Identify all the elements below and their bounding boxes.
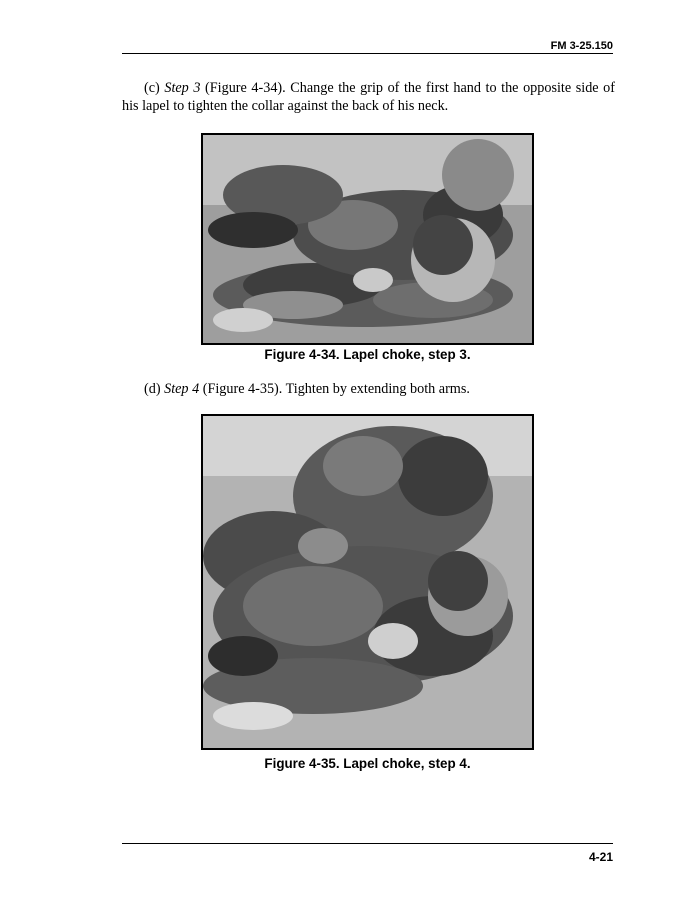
- figure-caption: Figure 4-34. Lapel choke, step 3.: [264, 347, 471, 362]
- photo-placeholder: [203, 416, 532, 748]
- paragraph-step-4: [122, 381, 615, 399]
- photo-placeholder: [203, 135, 532, 343]
- paragraph-text: (Figure 4-35). Tighten by extending both arms.: [199, 381, 470, 397]
- paragraph-label: (d): [144, 381, 165, 397]
- step-label: Step 3: [164, 80, 201, 96]
- paragraph-text: (Figure 4-34). Change the grip of the first hand to the opposite side of his lapel to tighten the collar against the back of his neck.: [122, 80, 615, 114]
- figure-4-34-photo: [201, 133, 534, 345]
- header-rule: [122, 53, 613, 54]
- page-number: 4-21: [588, 850, 613, 864]
- document-code: FM 3-25.150: [550, 40, 613, 52]
- paragraph-step-3: [122, 80, 615, 115]
- figure-caption: Figure 4-35. Lapel choke, step 4.: [264, 756, 471, 771]
- step-label: Step 4: [164, 381, 200, 397]
- footer-rule: [122, 843, 613, 844]
- figure-4-35-photo: [201, 414, 534, 750]
- paragraph-label: (c): [144, 80, 165, 96]
